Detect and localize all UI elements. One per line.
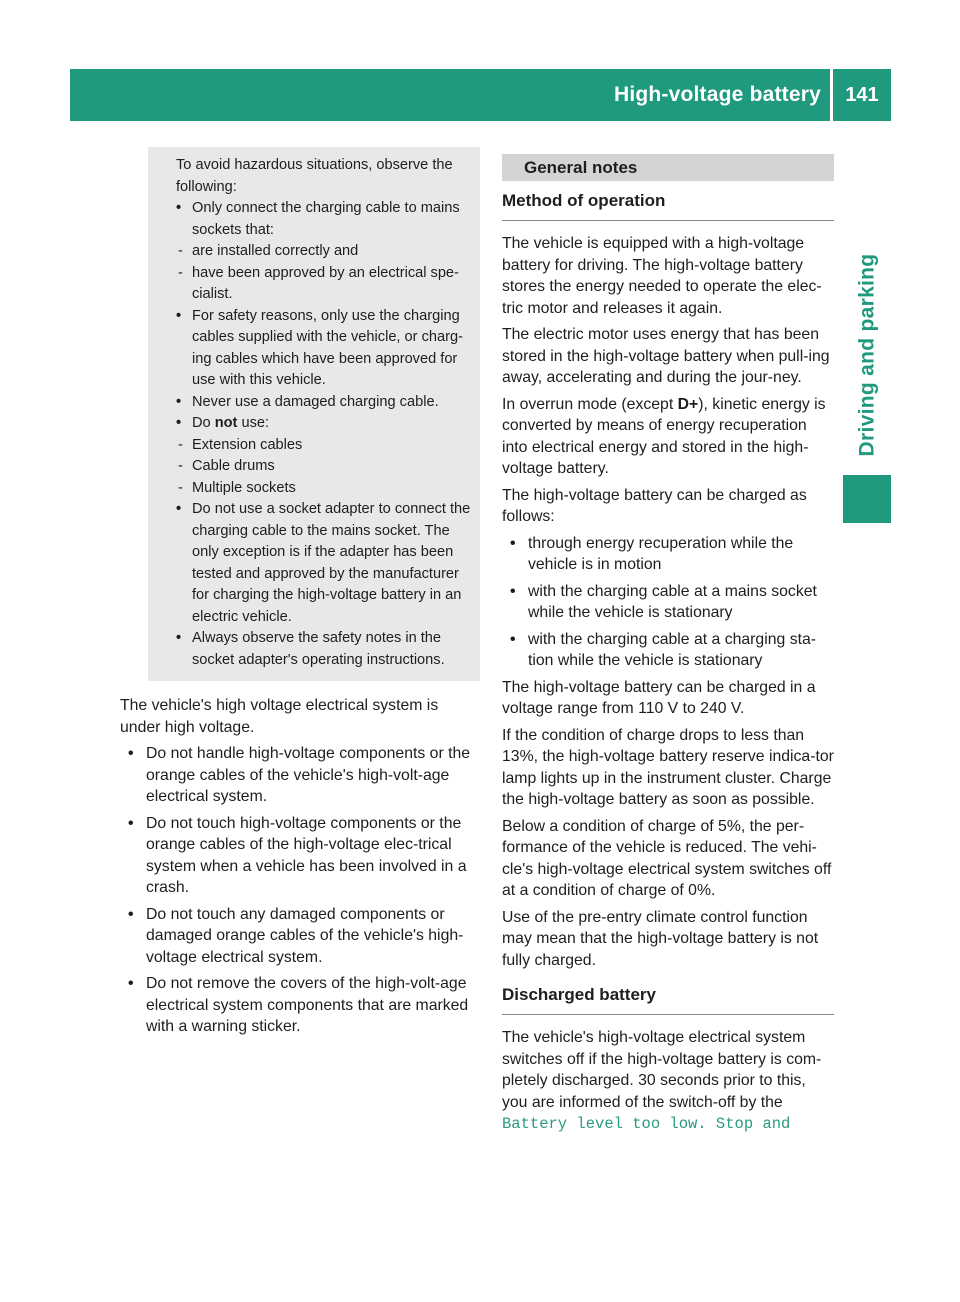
warning-subitem: - have been approved by an electrical spe-cialist. [176, 263, 472, 306]
warning-item: • Only connect the charging cable to mains sockets that: [176, 198, 472, 241]
discharged-text [502, 1027, 834, 1136]
method-text [502, 233, 834, 971]
list-item: • Do not touch high-voltage components or the orange cables of the high-voltage elec-trical system when a vehicle has been involved in a crash. [128, 813, 480, 899]
page-number: 141 [845, 84, 879, 106]
warning-item: • For safety reasons, only use the charging cables supplied with the vehicle, or charg-ing cables which have been approved for use with this vehicle. [176, 306, 472, 392]
section-heading: General notes [502, 154, 834, 181]
warning-subitem: - are installed correctly and [176, 241, 472, 263]
paragraph: The vehicle's high-voltage electrical system switches off if the high-voltage battery is com-pletely discharged. 30 seconds prior to this, you are informed of the switch-off by the [502, 1029, 822, 1111]
side-tab-label: Driving and parking [855, 253, 878, 456]
warning-item-text: Do [192, 415, 211, 431]
list-item: • with the charging cable at a mains socket while the vehicle is stationary [510, 581, 834, 624]
list-item: • through energy recuperation while the vehicle is in motion [510, 533, 834, 576]
discharged-heading: Discharged battery [502, 975, 834, 1015]
header-bar [70, 69, 891, 121]
paragraph: The high-voltage battery can be charged as follows: [502, 486, 807, 525]
paragraph: The vehicle is equipped with a high-voltage battery for driving. The high-voltage battery stores the energy needed to operate the elec-tric motor and releases it again. [502, 235, 822, 317]
warning-item [176, 413, 472, 435]
warning-subitem: - Multiple sockets [176, 478, 472, 500]
page-title: High-voltage battery [613, 83, 821, 106]
display-message [502, 1113, 834, 1136]
display-message-text: Battery level too low. Stop and [502, 1115, 791, 1133]
method-heading: Method of operation [502, 181, 834, 221]
warning-box [148, 147, 480, 681]
warning-intro: To avoid hazardous situations, observe the following: [176, 157, 453, 195]
side-tab[interactable] [843, 242, 891, 467]
high-voltage-notes [120, 695, 480, 1038]
list-item: • with the charging cable at a charging sta-tion while the vehicle is stationary [510, 629, 834, 672]
paragraph: If the condition of charge drops to less than 13%, the high-voltage battery reserve indica-tor lamp lights up in the instrument cluster. Charge the high-voltage battery as soon as possible. [502, 726, 834, 808]
warning-subitem: - Extension cables [176, 435, 472, 457]
side-tab-marker [843, 475, 891, 523]
paragraph-text: ), kinetic energy is converted by means of energy recuperation into electrical energy and stored in the high-voltage battery. [502, 395, 826, 477]
paragraph: The vehicle's high voltage electrical system is under high voltage. [120, 697, 439, 736]
warning-item: • Always observe the safety notes in the socket adapter's operating instructions. [176, 628, 472, 671]
list-item: • Do not touch any damaged components or damaged orange cables of the vehicle's high-voltage electrical system. [128, 904, 480, 969]
paragraph: Below a condition of charge of 5%, the per-formance of the vehicle is reduced. The vehi-cle's high-voltage electrical system switches off at a condition of charge of 0%. [502, 817, 832, 899]
warning-subitem: - Cable drums [176, 456, 472, 478]
list-item: • Do not handle high-voltage components or the orange cables of the vehicle's high-volt-age electrical system. [128, 743, 480, 808]
paragraph: Use of the pre-entry climate control function may mean that the high-voltage battery is not fully charged. [502, 908, 819, 969]
gear-position: D+ [677, 395, 699, 413]
warning-item-text: use: [241, 415, 270, 431]
paragraph-text: In overrun mode (except [502, 395, 674, 413]
paragraph: The electric motor uses energy that has been stored in the high-voltage battery when pull-ing away, accelerating and during the jour-ney. [502, 326, 830, 386]
warning-item: • Never use a damaged charging cable. [176, 392, 472, 414]
warning-item: • Do not use a socket adapter to connect the charging cable to the mains socket. The only exception is if the adapter has been tested and approved by the manufacturer for charging the high-voltage battery in an electric vehicle. [176, 499, 472, 628]
left-column [120, 147, 480, 1038]
warning-item-emphasis: not [214, 415, 238, 431]
paragraph: The high-voltage battery can be charged in a voltage range from 110 V to 240 V. [502, 678, 816, 717]
paragraph [502, 394, 834, 480]
list-item: • Do not remove the covers of the high-volt-age electrical system components that are marked with a warning sticker. [128, 973, 480, 1038]
right-column [502, 154, 834, 1136]
